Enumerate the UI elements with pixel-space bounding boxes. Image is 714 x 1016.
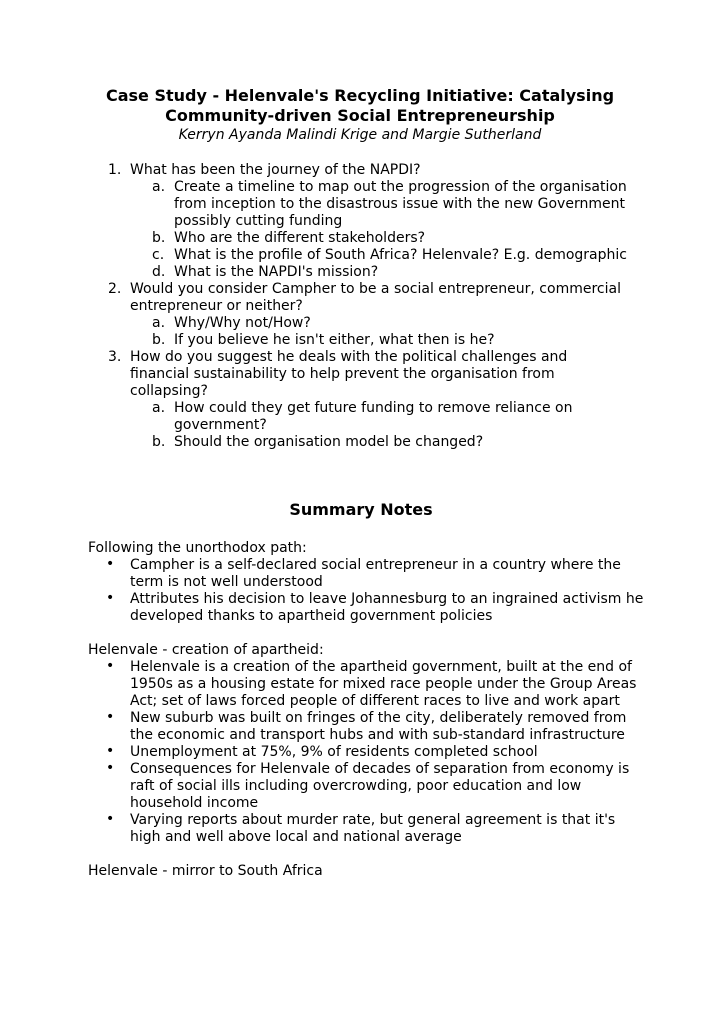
question-text: Would you consider Campher to be a social entrepreneur, commercial entrepreneur or neither? <box>130 281 621 314</box>
list-item <box>88 659 648 710</box>
list-item <box>88 761 648 812</box>
question-number: 3. <box>108 349 122 365</box>
document-authors: Kerryn Ayanda Malindi Krige and Margie Sutherland <box>178 127 542 143</box>
sub-question-text: Who are the different stakeholders? <box>174 230 426 246</box>
document-title-line-1: Case Study - Helenvale's Recycling Initiative: Catalysing <box>105 86 615 105</box>
bullet-text: Consequences for Helenvale of decades of separation from economy is raft of social ills including overcrowding, poor education and low household income <box>130 761 630 811</box>
bullet-text: Attributes his decision to leave Johannesburg to an ingrained activism he developed thanks to apartheid government policies <box>130 591 644 624</box>
bullet-icon: • <box>106 590 115 606</box>
bullet-icon: • <box>106 709 115 725</box>
sub-question-item <box>152 179 628 230</box>
bullet-text: New suburb was built on fringes of the city, deliberately removed from the economic and transport hubs and with sub-standard infrastructure <box>130 710 627 743</box>
sub-question-letter: b. <box>152 332 166 348</box>
sub-question-letter: b. <box>152 230 166 246</box>
bullet-icon: • <box>106 658 115 674</box>
bullet-icon: • <box>106 743 115 759</box>
question-list <box>108 162 628 451</box>
bullet-list <box>88 557 648 625</box>
question-number: 1. <box>108 162 122 178</box>
sub-question-letter: a. <box>152 400 166 416</box>
bullet-text: Campher is a self-declared social entrepreneur in a country where the term is not well understood <box>130 557 621 590</box>
sub-question-item <box>152 315 628 332</box>
sub-question-text: Should the organisation model be changed? <box>174 434 484 450</box>
section-heading: Following the unorthodox path: <box>88 540 307 556</box>
bullet-text: Varying reports about murder rate, but general agreement is that it's high and well above local and national average <box>130 812 616 845</box>
section-heading: Helenvale - creation of apartheid: <box>88 642 324 658</box>
sub-question-letter: a. <box>152 315 166 331</box>
sub-question-letter: b. <box>152 434 166 450</box>
sub-question-text: What is the profile of South Africa? Helenvale? E.g. demographic <box>174 247 627 263</box>
question-text: How do you suggest he deals with the political challenges and financial sustainability to help prevent the organisation from collapsing? <box>130 349 568 399</box>
sub-question-item <box>152 247 628 264</box>
list-item <box>88 812 648 846</box>
bullet-list <box>88 659 648 846</box>
question-number: 2. <box>108 281 122 297</box>
sub-question-item <box>152 264 628 281</box>
question-item <box>108 281 628 315</box>
summary-heading: Summary Notes <box>289 500 433 519</box>
title-block <box>60 86 660 144</box>
sub-question-text: What is the NAPDI's mission? <box>174 264 379 280</box>
sub-question-letter: d. <box>152 264 166 280</box>
list-item <box>88 557 648 591</box>
question-text: What has been the journey of the NAPDI? <box>130 162 421 178</box>
list-item <box>88 591 648 625</box>
section-heading: Helenvale - mirror to South Africa <box>88 863 323 879</box>
summary-notes <box>88 540 648 880</box>
bullet-icon: • <box>106 811 115 827</box>
sub-question-item <box>152 434 628 451</box>
list-item <box>88 710 648 744</box>
bullet-icon: • <box>106 760 115 776</box>
sub-question-item <box>152 230 628 247</box>
bullet-icon: • <box>106 556 115 572</box>
sub-question-letter: a. <box>152 179 166 195</box>
question-item <box>108 349 628 400</box>
sub-question-text: If you believe he isn't either, what then is he? <box>174 332 495 348</box>
sub-question-text: Create a timeline to map out the progression of the organisation from inception to the disastrous issue with the new Government possibly cutting funding <box>174 179 627 229</box>
sub-question-letter: c. <box>152 247 165 263</box>
bullet-text: Helenvale is a creation of the apartheid government, built at the end of 1950s as a housing estate for mixed race people under the Group Areas Act; set of laws forced people of different races to live and work apart <box>130 659 637 709</box>
question-item <box>108 162 628 179</box>
sub-question-item <box>152 332 628 349</box>
list-item <box>88 744 648 761</box>
sub-question-text: How could they get future funding to remove reliance on government? <box>174 400 573 433</box>
document-title-line-2: Community-driven Social Entrepreneurship <box>165 106 555 125</box>
bullet-text: Unemployment at 75%, 9% of residents completed school <box>130 744 538 760</box>
sub-question-item <box>152 400 628 434</box>
sub-question-text: Why/Why not/How? <box>174 315 311 331</box>
